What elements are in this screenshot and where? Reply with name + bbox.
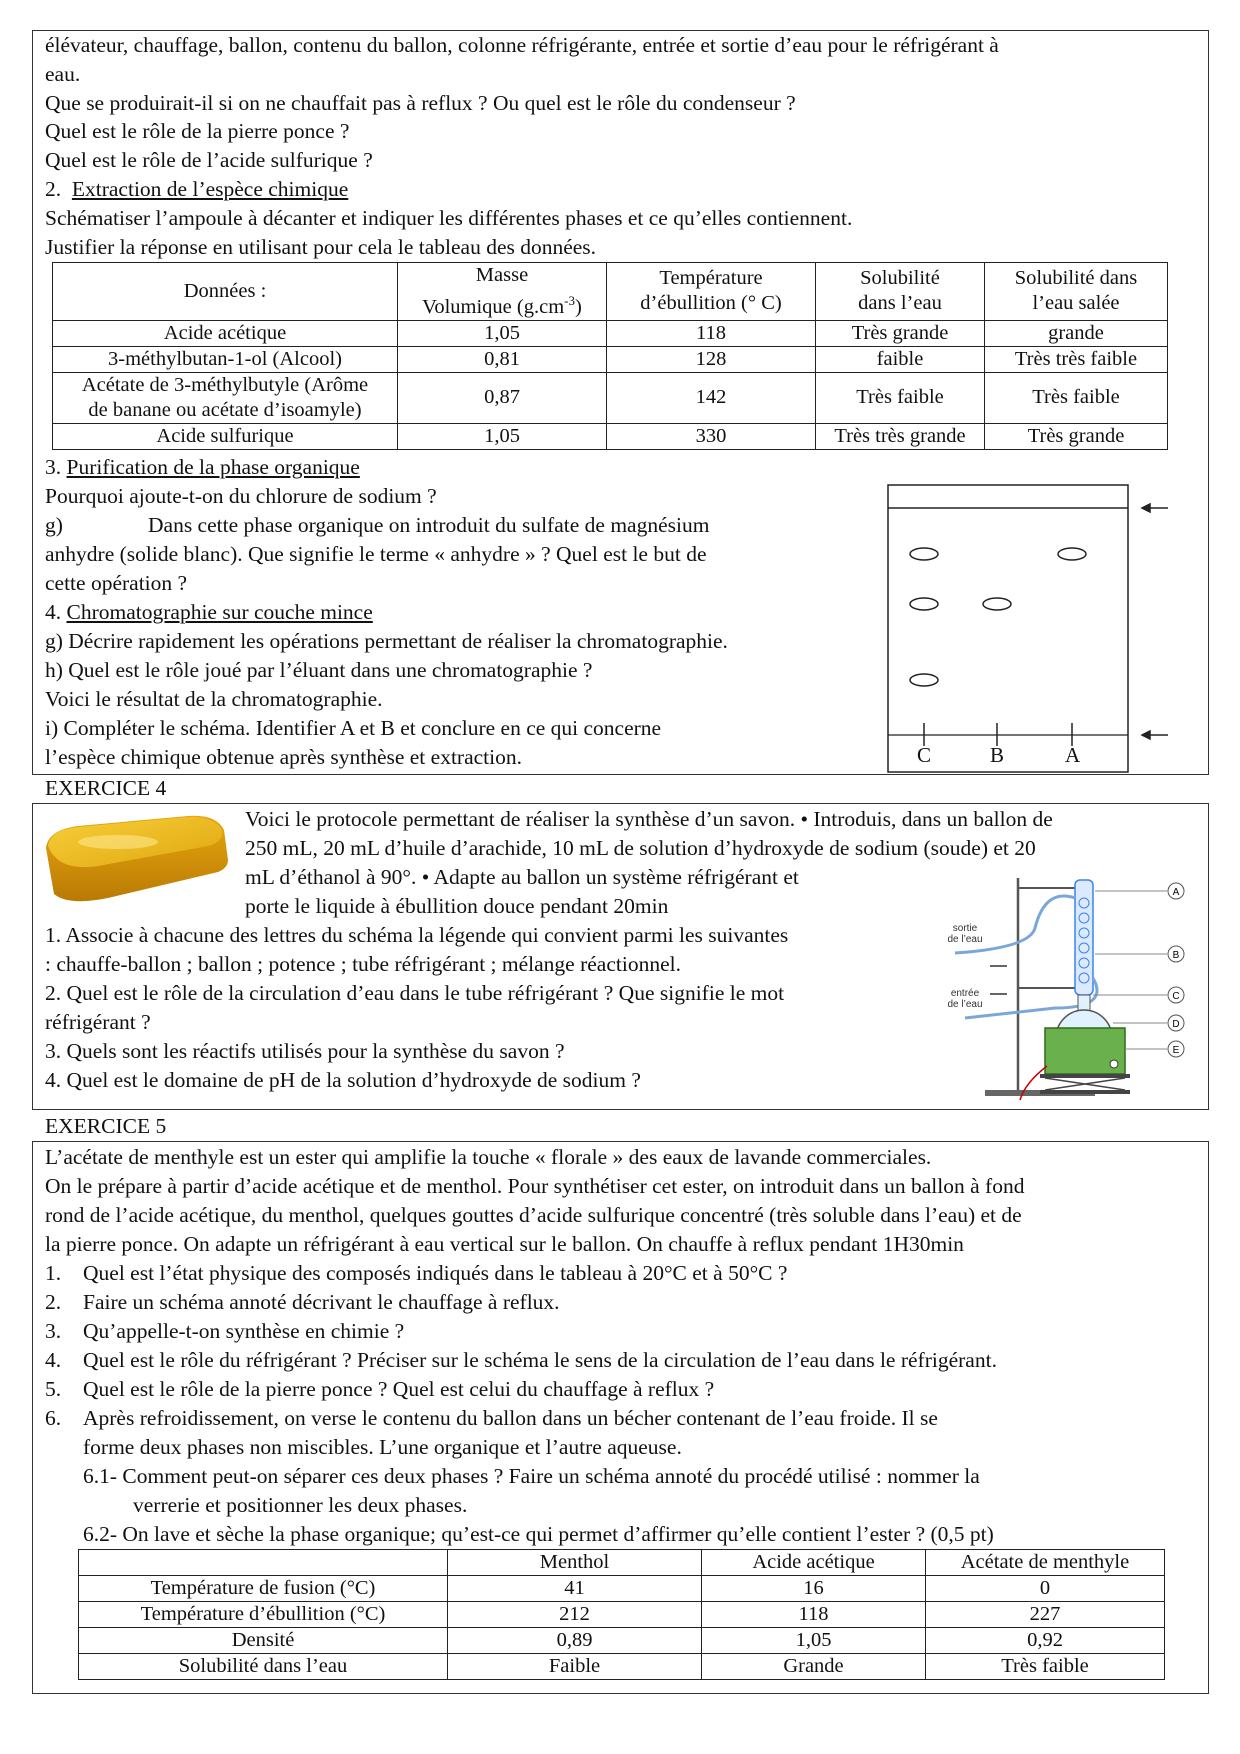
header-temperature: Température d’ébullition (° C) [607,263,816,321]
label-sortie-2: de l’eau [947,934,983,945]
ex5-q6-1: 6.1- Comment peut-on séparer ces deux phases ? Faire un schéma annoté du procédé utilisé : nommer la [83,1464,980,1488]
letter-d: D [1172,1019,1180,1030]
table-row: Solubilité dans l’eau Faible Grande Très faible [79,1654,1165,1680]
ex3-s3-line-4: cette opération ? [45,571,188,595]
ex3-s3-line-1: Pourquoi ajoute-t-on du chlorure de sodium ? [45,484,437,508]
ex4-line-6: : chauffe-ballon ; ballon ; potence ; tube réfrigérant ; mélange réactionnel. [45,952,681,976]
soap-bar-image [38,808,233,908]
section-3-title: Purification de la phase organique [66,455,360,479]
ex5-line-3: rond de l’acide acétique, du menthol, quelques gouttes d’acide sulfurique concentré (très soluble dans l’eau) et de [45,1203,1022,1227]
table-row: Température d’ébullition (°C) 212 118 227 [79,1602,1165,1628]
ex5-q4: 4. Quel est le rôle du réfrigérant ? Préciser sur le schéma le sens de la circulation de l’eau dans le réfrigérant. [45,1348,997,1372]
spot-c-1 [910,548,938,560]
section-4-heading [45,598,373,627]
ex3-line-4: Quel est le rôle de la pierre ponce ? [45,119,350,143]
header-solubilite-eau: Solubilité dans l’eau [816,263,985,321]
table-row: Acétate de 3-méthylbutyle (Arôme de banane ou acétate d’isoamyle) 0,87 142 Très faible Très faible [53,372,1168,423]
spot-b-1 [983,598,1011,610]
ex3-s2-line-1: Schématiser l’ampoule à décanter et indiquer les différentes phases et ce qu’elles contiennent. [45,206,853,230]
section-2-number: 2. [45,177,62,201]
ex3-s4-line-4: i) Compléter le schéma. Identifier A et B et conclure en ce qui concerne [45,716,662,740]
label-entree-2: de l’eau [947,999,983,1010]
ex5-q1: 1. Quel est l’état physique des composés indiqués dans le tableau à 20°C et à 50°C ? [45,1261,788,1285]
ex4-line-8: réfrigérant ? [45,1010,151,1034]
data-table-ex5 [78,1549,1165,1680]
letter-a: A [1172,887,1180,898]
section-3-number: 3. [45,455,62,479]
ex3-line-3: Que se produirait-il si on ne chauffait pas à reflux ? Ou quel est le rôle du condenseur ? [45,91,796,115]
ex3-s3-line-3: anhydre (solide blanc). Que signifie le terme « anhydre » ? Quel est le but de [45,542,707,566]
ex3-s4-line-1: g) Décrire rapidement les opérations permettant de réaliser la chromatographie. [45,629,728,653]
ex4-line-1: Voici le protocole permettant de réaliser la synthèse d’un savon. • Introduis, dans un ballon de [245,807,1053,831]
header-menthol: Menthol [448,1550,702,1576]
section-3-heading [45,453,360,482]
ex5-q5: 5. Quel est le rôle de la pierre ponce ? Quel est celui du chauffage à reflux ? [45,1377,715,1401]
ex4-line-7: 2. Quel est le rôle de la circulation d’eau dans le tube réfrigérant ? Que signifie le mot [45,981,785,1005]
lab-jack [1045,1078,1125,1090]
ex3-s4-line-2: h) Quel est le rôle joué par l’éluant dans une chromatographie ? [45,658,593,682]
ex5-line-2: On le prépare à partir d’acide acétique et de menthol. Pour synthétiser cet ester, on introduit dans un ballon à fond [45,1174,1025,1198]
ex3-s4-line-5: l’espèce chimique obtenue après synthèse et extraction. [45,745,522,769]
ex5-q6-2: 6.2- On lave et sèche la phase organique; qu’est-ce qui permet d’affirmer qu’elle contient l’ester ? (0,5 pt) [83,1522,994,1546]
ex5-q3: 3. Qu’appelle-t-on synthèse en chimie ? [45,1319,405,1343]
section-4-number: 4. [45,600,62,624]
front-arrow [1142,504,1168,512]
chromatography-plate [880,480,1180,775]
table-row: Densité 0,89 1,05 0,92 [79,1628,1165,1654]
exercise-5-heading: EXERCICE 5 [45,1114,167,1138]
reflux-apparatus-diagram [935,868,1197,1108]
table-header-row [79,1550,1165,1576]
letter-b: B [1172,950,1180,961]
table-row: 3-méthylbutan-1-ol (Alcool) 0,81 128 faible Très très faible [53,346,1168,372]
ex5-line-4: la pierre ponce. On adapte un réfrigérant à eau vertical sur le ballon. On chauffe à reflux pendant 1H30min [45,1232,964,1256]
ex4-line-3: mL d’éthanol à 90°. • Adapte au ballon un système réfrigérant et [245,865,799,889]
section-4-title: Chromatographie sur couche mince [66,600,373,624]
spot-a-1 [1058,548,1086,560]
ex5-line-1: L’acétate de menthyle est un ester qui amplifie la touche « florale » des eaux de lavande commerciales. [45,1145,932,1169]
ex3-s4-line-3: Voici le résultat de la chromatographie. [45,687,383,711]
table-header-row [53,263,1168,321]
ex3-line-2: eau. [45,62,81,86]
header-acide-acetique: Acide acétique [702,1550,926,1576]
ex5-q6-1-cont: verrerie et positionner les deux phases. [133,1493,468,1517]
plate-label-c: C [917,743,932,767]
ex4-line-10: 4. Quel est le domaine de pH de la solution d’hydroxyde de sodium ? [45,1068,641,1092]
baseline-arrow [1142,731,1168,739]
section-2-heading [45,175,348,204]
header-masse-volumique: Masse Volumique $(g.cm^{-3})$ [398,263,607,321]
header-solubilite-eau-salee: Solubilité dans l’eau salée [985,263,1168,321]
ex4-line-4: porte le liquide à ébullition douce pendant 20min [245,894,669,918]
section-2-title: Extraction de l’espèce chimique [71,177,349,201]
ex4-line-2: 250 mL, 20 mL d’huile d’arachide, 10 mL de solution d’hydroxyde de sodium (soude) et 20 [245,836,1036,860]
ex5-q2: 2. Faire un schéma annoté décrivant le chauffage à reflux. [45,1290,560,1314]
data-table-ex3 [52,262,1168,450]
ex4-line-5: 1. Associe à chacune des lettres du schéma la légende qui convient parmi les suivantes [45,923,789,947]
letter-c: C [1172,991,1180,1002]
header-donnees: Données : [53,263,398,321]
table-row: Acide sulfurique 1,05 330 Très très grande Très grande [53,423,1168,449]
ex3-line-1: élévateur, chauffage, ballon, contenu du ballon, colonne réfrigérante, entrée et sortie d’eau pour le réfrigérant à [45,33,999,57]
ex5-q6-cont: forme deux phases non miscibles. L’une organique et l’autre aqueuse. [83,1435,682,1459]
ex3-line-5: Quel est le rôle de l’acide sulfurique ? [45,148,373,172]
label-sortie: sortie [952,923,978,934]
ex3-s3-line-2: Dans cette phase organique on introduit du sulfate de magnésium [148,513,710,537]
ex4-line-9: 3. Quels sont les réactifs utilisés pour la synthèse du savon ? [45,1039,565,1063]
letter-e: E [1172,1045,1180,1056]
spot-c-2 [910,598,938,610]
ex3-s2-line-2: Justifier la réponse en utilisant pour cela le tableau des données. [45,235,597,259]
table-row: Température de fusion (°C) 41 16 0 [79,1576,1165,1602]
label-entree: entrée [950,988,980,999]
plate-label-a: A [1065,743,1081,767]
exercise-4-heading: EXERCICE 4 [45,776,167,800]
spot-c-3 [910,674,938,686]
plate-label-b: B [990,743,1005,767]
ex5-q6: 6. Après refroidissement, on verse le contenu du ballon dans un bécher contenant de l’eau froide. Il se [45,1406,938,1430]
ex3-s3-g-label: g) [45,513,63,537]
header-acetate-menthyle: Acétate de menthyle [926,1550,1165,1576]
table-row: Acide acétique 1,05 118 Très grande grande [53,320,1168,346]
